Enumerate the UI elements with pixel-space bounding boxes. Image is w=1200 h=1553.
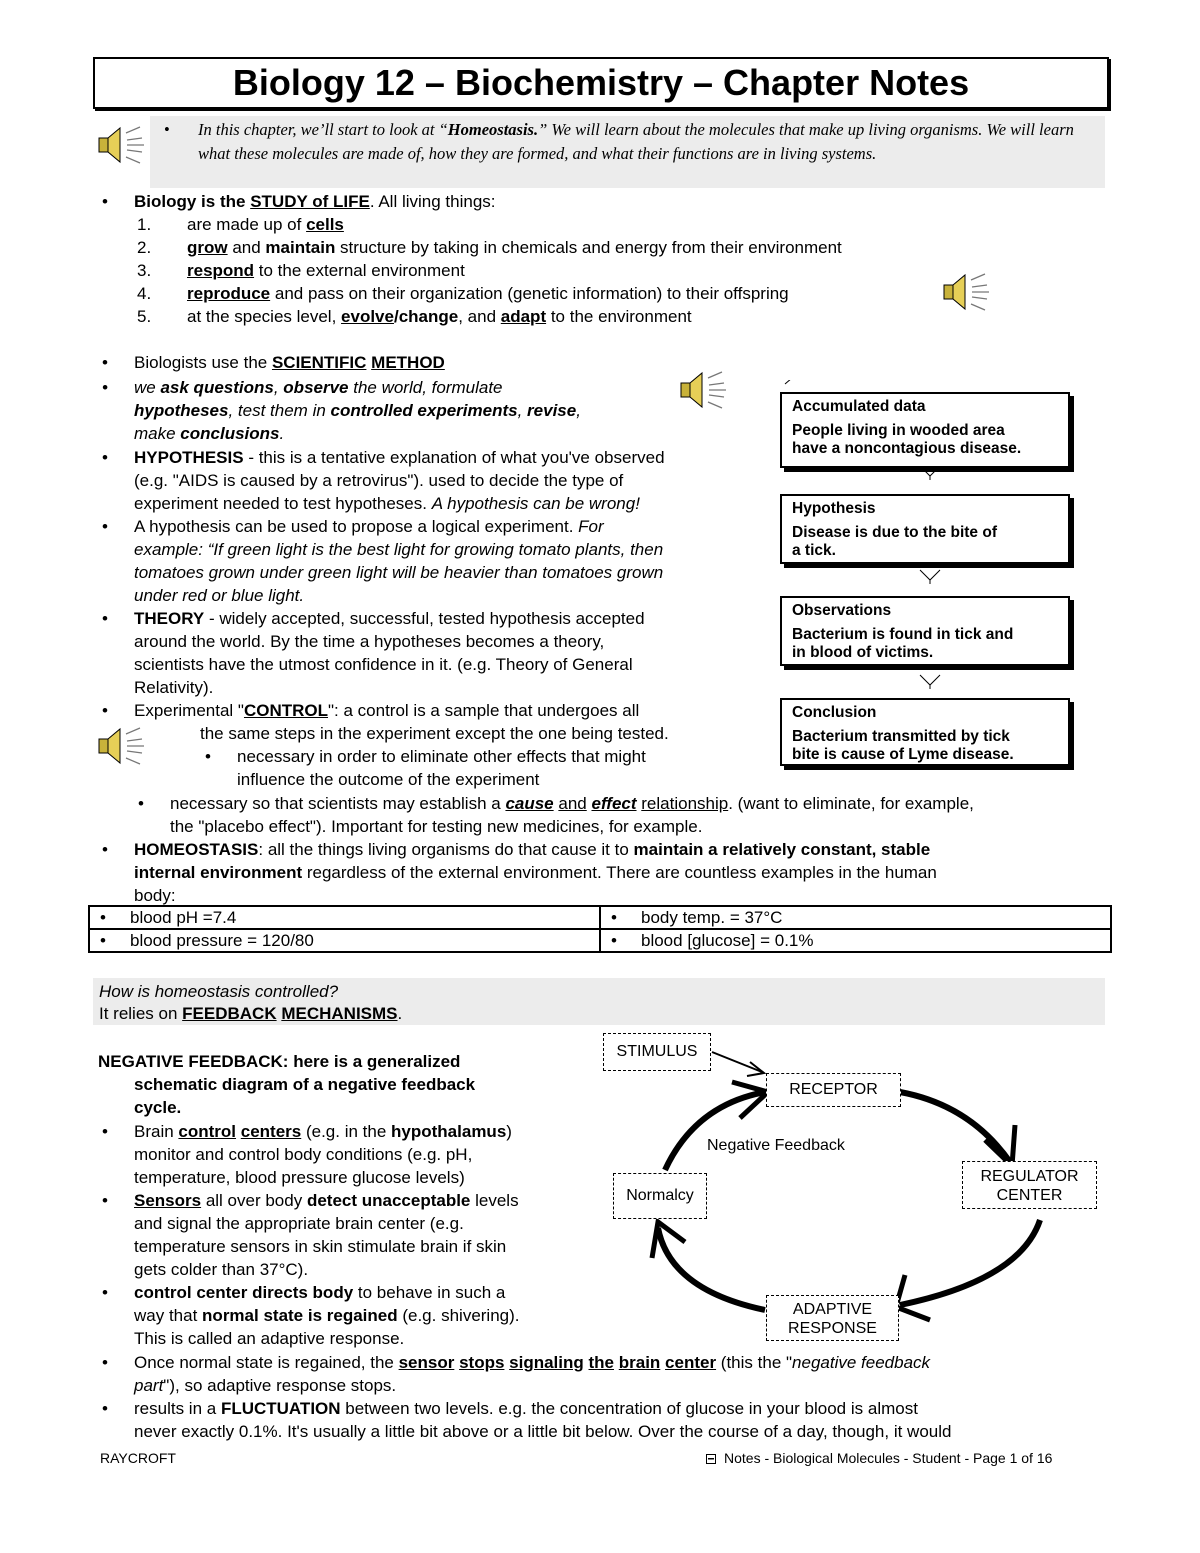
list-item: 2. grow and maintain structure by taking in chemicals and energy from their environment <box>137 238 842 257</box>
control-center-l3: This is called an adaptive response. <box>134 1329 405 1348</box>
list-item: 4. reproduce and pass on their organization (genetic information) to their offspring <box>137 284 789 303</box>
control-question: How is homeostasis controlled? <box>99 982 339 1001</box>
control-answer: It relies on FEEDBACK MECHANISMS. <box>99 1004 403 1023</box>
hypothesis-def: • HYPOTHESIS - this is a tentative explanation of what you've observed <box>134 446 665 469</box>
speaker-icon[interactable] <box>95 123 147 167</box>
page-title: Biology 12 – Biochemistry – Chapter Notes <box>93 57 1109 109</box>
table-cell: • blood [glucose] = 0.1% <box>600 929 1111 952</box>
table-cell: • body temp. = 37°C <box>600 906 1111 929</box>
list-item: 1. are made up of cells <box>137 215 344 234</box>
example-def: • A hypothesis can be used to propose a logical experiment. For <box>134 515 604 538</box>
control-center-l2: way that normal state is regained (e.g. shivering). <box>134 1306 520 1325</box>
life-lead: • Biology is the STUDY of LIFE. All living things: <box>134 190 496 213</box>
intro-box <box>150 116 1105 188</box>
table-cell: • blood pH =7.4 <box>89 906 600 929</box>
receptor-box: RECEPTOR <box>766 1073 901 1107</box>
example-l4: under red or blue light. <box>134 586 305 605</box>
table-row <box>89 906 1111 929</box>
theory-def: • THEORY - widely accepted, successful, tested hypothesis accepted <box>134 607 645 630</box>
flowchart-text: have a noncontagious disease. <box>792 440 1022 457</box>
control-sub-l2: influence the outcome of the experiment <box>237 770 540 789</box>
regulator-label: REGULATOR <box>980 1168 1079 1185</box>
footer-author: RAYCROFT <box>100 1450 176 1466</box>
table-row <box>89 929 1111 952</box>
footer-page-text: Notes - Biological Molecules - Student - Page 1 of 16 <box>724 1450 1053 1466</box>
fluctuation-l2: never exactly 0.1%. It's usually a little bit above or a little bit below. Over the course of a day, though, it would <box>134 1422 952 1441</box>
flowchart-heading: Accumulated data <box>792 398 926 415</box>
speaker-icon[interactable] <box>940 270 992 314</box>
flowchart-text: bite is cause of Lyme disease. <box>792 746 1014 763</box>
notes-icon <box>706 1454 716 1464</box>
table-cell: • blood pressure = 120/80 <box>89 929 600 952</box>
fluctuation-bullet: • results in a FLUCTUATION between two levels. e.g. the concentration of glucose in your blood is almost <box>134 1397 918 1420</box>
negative-heading-l3: cycle. <box>134 1098 182 1117</box>
theory-l4: Relativity). <box>134 678 214 697</box>
homeostasis-l2: internal environment regardless of the external environment. There are countless examples in the human <box>134 863 937 882</box>
flowchart-heading: Observations <box>792 602 892 619</box>
homeostasis-def: • HOMEOSTASIS: all the things living organisms do that cause it to maintain a relatively constant, stable <box>134 838 930 861</box>
speaker-icon[interactable] <box>95 724 147 768</box>
example-l3: tomatoes grown under green light will be heavier than tomatoes grown <box>134 563 664 582</box>
theory-l2: around the world. By the time a hypotheses becomes a theory, <box>134 632 605 651</box>
regulator-center-box <box>962 1161 1097 1209</box>
sensors-l2: and signal the appropriate brain center (e.g. <box>134 1214 464 1233</box>
normalcy-box: Normalcy <box>613 1173 707 1219</box>
control-def: • Experimental "CONTROL": a control is a sample that undergoes all <box>134 699 639 722</box>
example-l2: example: “If green light is the best light for growing tomato plants, then <box>134 540 664 559</box>
method-questions-l2: hypotheses, test them in controlled experiments, revise, <box>134 401 581 420</box>
stimulus-box: STIMULUS <box>603 1033 711 1071</box>
control-box <box>93 978 1105 1025</box>
flowchart-heading: Hypothesis <box>792 500 876 517</box>
flowchart-box <box>780 698 1070 766</box>
adaptive-label: ADAPTIVE <box>792 1301 873 1318</box>
theory-l3: scientists have the utmost confidence in it. (e.g. Theory of General <box>134 655 633 674</box>
method-questions: • we ask questions, observe the world, formulate <box>134 376 503 399</box>
sensors-l4: gets colder than 37°C). <box>134 1260 309 1279</box>
method-lead: • Biologists use the SCIENTIFIC METHOD <box>134 351 445 374</box>
control-l2: the same steps in the experiment except the one being tested. <box>200 724 669 743</box>
flowchart-text: Disease is due to the bite of <box>792 524 997 541</box>
control-sub: • necessary in order to eliminate other effects that might <box>237 745 646 768</box>
flowchart-box <box>780 596 1070 666</box>
regulator-label: CENTER <box>996 1187 1063 1204</box>
homeostasis-table <box>88 905 1112 953</box>
footer-page-info <box>706 1450 1052 1466</box>
cause-effect-l2: the "placebo effect"). Important for testing new medicines, for example. <box>170 817 703 836</box>
sensors-bullet: • Sensors all over body detect unacceptable levels <box>134 1189 519 1212</box>
homeostasis-l3: body: <box>134 886 176 905</box>
negative-feedback-label: Negative Feedback <box>707 1137 845 1154</box>
normal-state-l2: part"), so adaptive response stops. <box>134 1376 397 1395</box>
speaker-icon[interactable] <box>677 368 729 412</box>
flowchart-text: a tick. <box>792 542 836 559</box>
brain-center-l3: temperature, blood pressure glucose levels) <box>134 1168 465 1187</box>
flowchart-box <box>780 392 1070 468</box>
hypothesis-l3: experiment needed to test hypotheses. A hypothesis can be wrong! <box>134 494 640 513</box>
list-item: 3. respond to the external environment <box>137 261 465 280</box>
brain-center-l2: monitor and control body conditions (e.g. pH, <box>134 1145 473 1164</box>
flowchart-heading: Conclusion <box>792 704 877 721</box>
sensors-l3: temperature sensors in skin stimulate brain if skin <box>134 1237 507 1256</box>
adaptive-response-box <box>766 1295 899 1341</box>
flowchart-text: People living in wooded area <box>792 422 1005 439</box>
list-item: 5. at the species level, evolve/change, and adapt to the environment <box>137 307 692 326</box>
flowchart-box <box>780 494 1070 564</box>
negative-heading: NEGATIVE FEEDBACK: here is a generalized <box>98 1052 461 1071</box>
cause-effect: • necessary so that scientists may establish a cause and effect relationship. (want to eliminate, for example, <box>170 792 974 815</box>
flowchart-text: Bacterium is found in tick and <box>792 626 1014 643</box>
control-center-bullet: • control center directs body to behave in such a <box>134 1281 505 1304</box>
hypothesis-l2: (e.g. "AIDS is caused by a retrovirus"). used to decide the type of <box>134 471 624 490</box>
brain-center-bullet: • Brain control centers (e.g. in the hypothalamus) <box>134 1120 512 1143</box>
intro-text: • In this chapter, we’ll start to look at “Homeostasis.” We will learn about the molecules that make up living organisms. We will learn what these molecules are made of, how they are formed, and what their functions are in living systems. <box>198 116 1098 165</box>
adaptive-label: RESPONSE <box>788 1320 877 1337</box>
flowchart-text: in blood of victims. <box>792 644 934 661</box>
negative-heading-l2: schematic diagram of a negative feedback <box>134 1075 476 1094</box>
flowchart-text: Bacterium transmitted by tick <box>792 728 1010 745</box>
normal-state-bullet: • Once normal state is regained, the sensor stops signaling the brain center (this the "negative feedback <box>134 1351 930 1374</box>
method-questions-l3: make conclusions. <box>134 424 285 443</box>
